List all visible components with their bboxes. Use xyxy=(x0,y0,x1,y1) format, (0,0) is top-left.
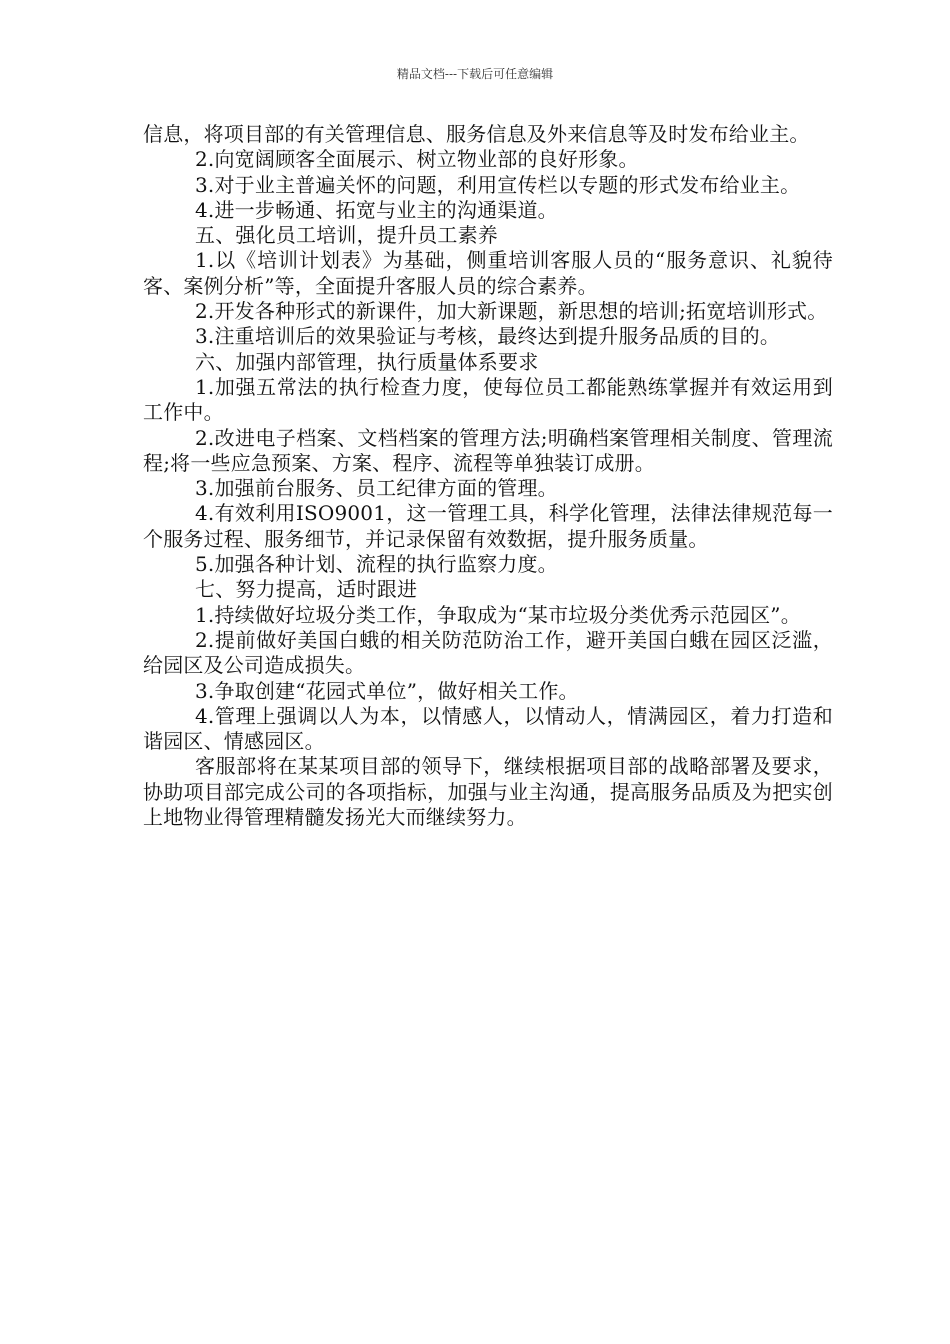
list-item: 2.开发各种形式的新课件，加大新课题，新思想的培训;拓宽培训形式。 xyxy=(195,299,828,324)
list-item: 5.加强各种计划、流程的执行监察力度。 xyxy=(195,552,558,577)
list-item: 4.管理上强调以人为本，以情感人，以情动人，情满园区，着力打造和谐园区、情感园区。 xyxy=(143,703,833,754)
list-item: 1.加强五常法的执行检查力度，使每位员工都能熟练掌握并有效运用到工作中。 xyxy=(143,374,833,425)
paragraph: 信息，将项目部的有关管理信息、服务信息及外来信息等及时发布给业主。 xyxy=(143,122,810,146)
list-item: 3.加强前台服务、员工纪律方面的管理。 xyxy=(195,476,558,501)
list-item: 1.持续做好垃圾分类工作，争取成为“某市垃圾分类优秀示范园区”。 xyxy=(195,602,801,627)
list-item: 3.争取创建“花园式单位”，做好相关工作。 xyxy=(195,678,579,703)
closing-paragraph: 客服部将在某某项目部的领导下，继续根据项目部的战略部署及要求，协助项目部完成公司的各项指标，加强与业主沟通，提高服务品质及为把实创上地物业得管理精髓发扬光大而继续努力。 xyxy=(143,754,833,830)
list-item: 4.有效利用ISO9001，这一管理工具，科学化管理，法律法律规范每一个服务过程、服务细节，并记录保留有效数据，提升服务质量。 xyxy=(143,501,833,551)
list-item: 4.进一步畅通、拓宽与业主的沟通渠道。 xyxy=(195,197,558,222)
section-heading: 五、强化员工培训，提升员工素养 xyxy=(195,223,498,248)
list-item: 2.向宽阔顾客全面展示、树立物业部的良好形象。 xyxy=(195,147,639,172)
list-item: 1.以《培训计划表》为基础，侧重培训客服人员的“服务意识、礼貌待客、案例分析”等，全面提升客服人员的综合素养。 xyxy=(143,248,833,298)
list-item: 3.注重培训后的效果验证与考核，最终达到提升服务品质的目的。 xyxy=(195,324,781,349)
section-heading: 六、加强内部管理，执行质量体系要求 xyxy=(195,349,539,374)
page-header: 精品文档---下载后可任意编辑 xyxy=(396,67,554,81)
section-heading: 七、努力提高，适时跟进 xyxy=(195,577,418,602)
list-item: 2.改进电子档案、文档档案的管理方法;明确档案管理相关制度、管理流程;将一些应急预案、方案、程序、流程等单独装订成册。 xyxy=(143,425,833,475)
list-item: 3.对于业主普遍关怀的问题，利用宣传栏以专题的形式发布给业主。 xyxy=(195,172,801,197)
list-item: 2.提前做好美国白蛾的相关防范防治工作，避开美国白蛾在园区泛滥，给园区及公司造成损失。 xyxy=(143,627,833,678)
document-body xyxy=(143,122,833,830)
